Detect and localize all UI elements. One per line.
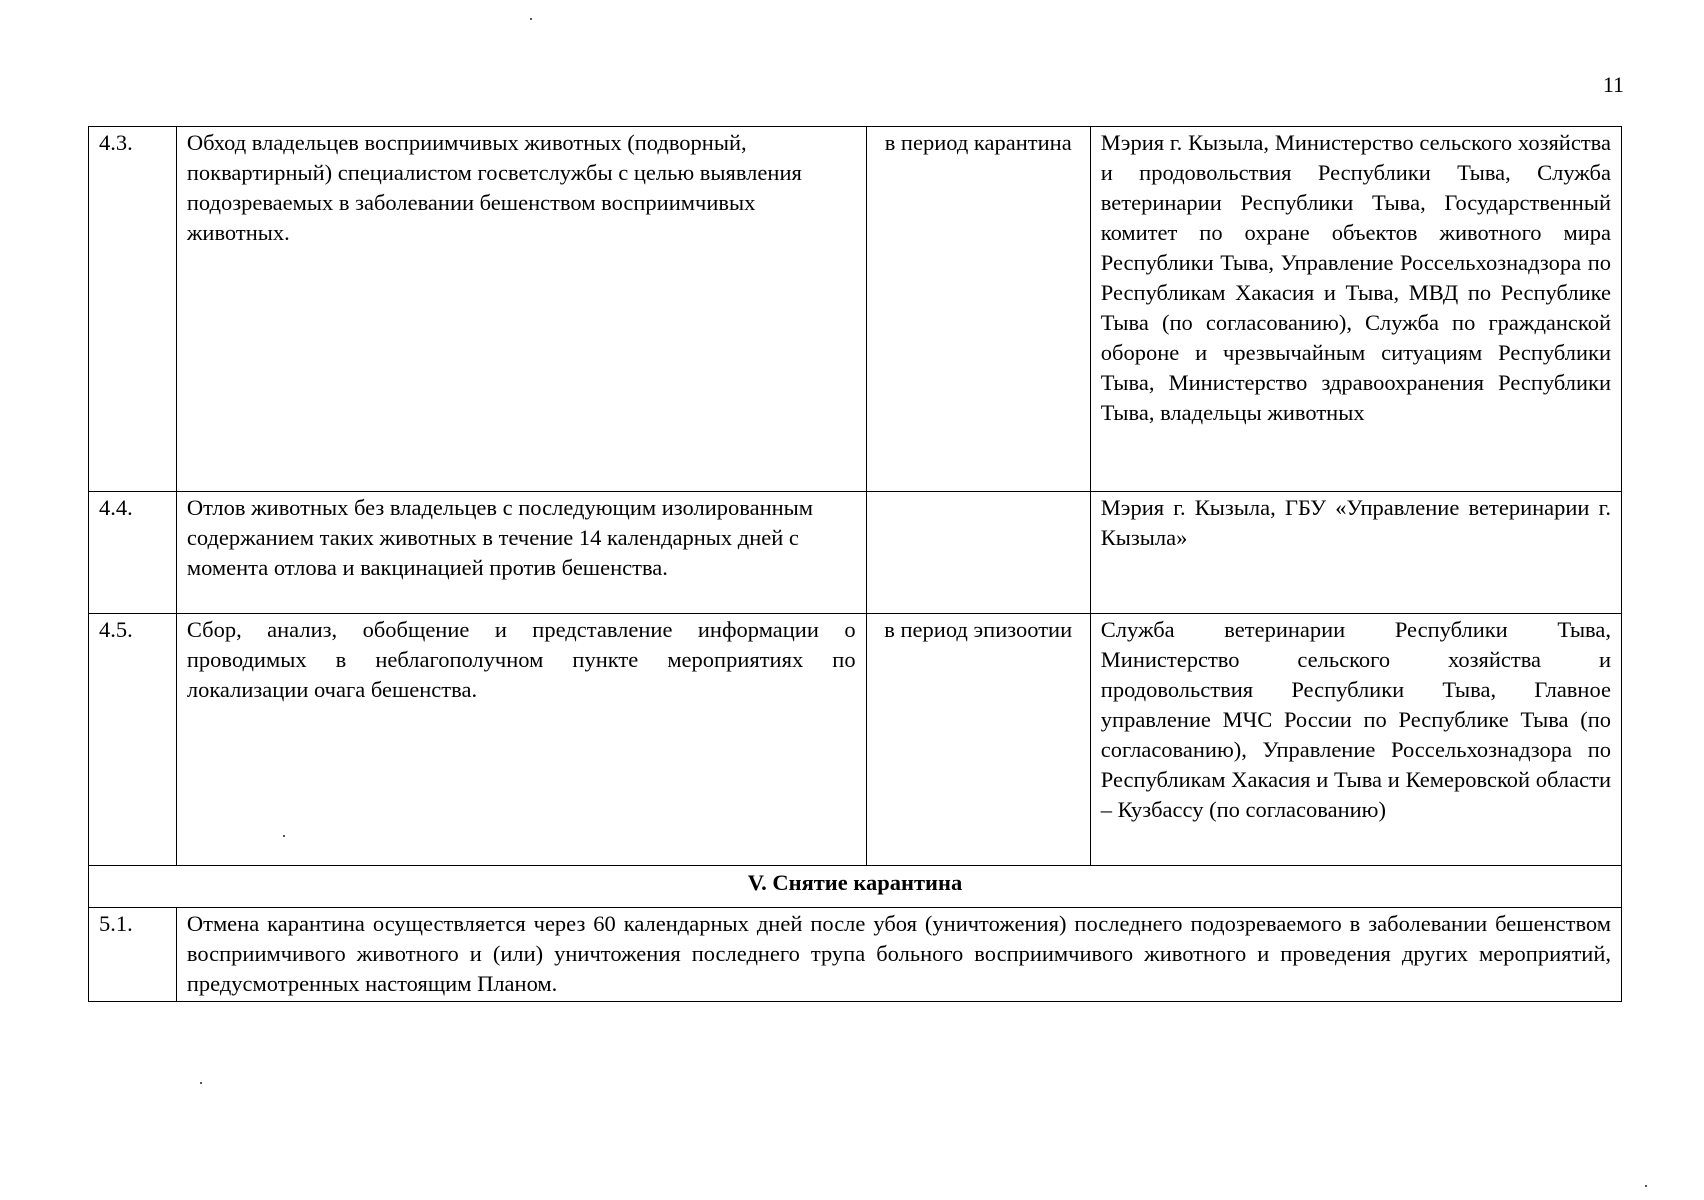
- period-cell: в период эпизоотии: [866, 614, 1090, 866]
- action-cell: Отлов животных без владельцев с последующим изолированным содержанием таких животных в течение 14 календарных дней с момента отлова и вакцинацией против бешенства.: [176, 492, 866, 614]
- row-number: 4.4.: [89, 492, 177, 614]
- row-number: 4.3.: [89, 127, 177, 492]
- responsible-cell: Мэрия г. Кызыла, ГБУ «Управление ветеринарии г. Кызыла»: [1090, 492, 1621, 614]
- responsible-cell: Мэрия г. Кызыла, Министерство сельского хозяйства и продовольствия Республики Тыва, Служба ветеринарии Республики Тыва, Государственный комитет по охране объектов животного мира Республики Тыва, Управление Россельхознадзора по Республикам Хакасия и Тыва, МВД по Республике Тыва (по согласованию), Служба по гражданской обороне и чрезвычайным ситуациям Республики Тыва, Министерство здравоохранения Республики Тыва, владельцы животных: [1090, 127, 1621, 492]
- table-row: [89, 127, 1622, 492]
- table-row: [89, 614, 1622, 866]
- section-title: V. Снятие карантина: [89, 866, 1622, 908]
- table-row: [89, 492, 1622, 614]
- action-cell: Обход владельцев восприимчивых животных (подворный, поквартирный) специалистом госветслужбы с целью выявления подозреваемых в заболевании бешенством восприимчивых животных.: [176, 127, 866, 492]
- period-cell: в период карантина: [866, 127, 1090, 492]
- page-number: 11: [1602, 72, 1624, 97]
- measures-table: [88, 126, 1622, 1002]
- table-row: [89, 908, 1622, 1002]
- scan-speck: [283, 835, 285, 837]
- scan-speck: [530, 18, 532, 20]
- row-number: 4.5.: [89, 614, 177, 866]
- final-row-text: Отмена карантина осуществляется через 60 календарных дней после убоя (уничтожения) последнего подозреваемого в заболевании бешенством восприимчивого животного и (или) уничтожения последнего трупа больного восприимчивого животного и проведения других мероприятий, предусмотренных настоящим Планом.: [176, 908, 1621, 1002]
- scan-speck: [1645, 1185, 1647, 1187]
- action-cell: Сбор, анализ, обобщение и представление информации о проводимых в неблагополучном пункте мероприятиях по локализации очага бешенства.: [176, 614, 866, 866]
- row-number: 5.1.: [89, 908, 177, 1002]
- section-header-row: [89, 866, 1622, 908]
- responsible-cell: Служба ветеринарии Республики Тыва, Министерство сельского хозяйства и продовольствия Республики Тыва, Главное управление МЧС России по Республике Тыва (по согласованию), Управление Россельхознадзора по Республикам Хакасия и Тыва и Кемеровской области – Кузбассу (по согласованию): [1090, 614, 1621, 866]
- scan-speck: [200, 1082, 202, 1084]
- period-cell: [866, 492, 1090, 614]
